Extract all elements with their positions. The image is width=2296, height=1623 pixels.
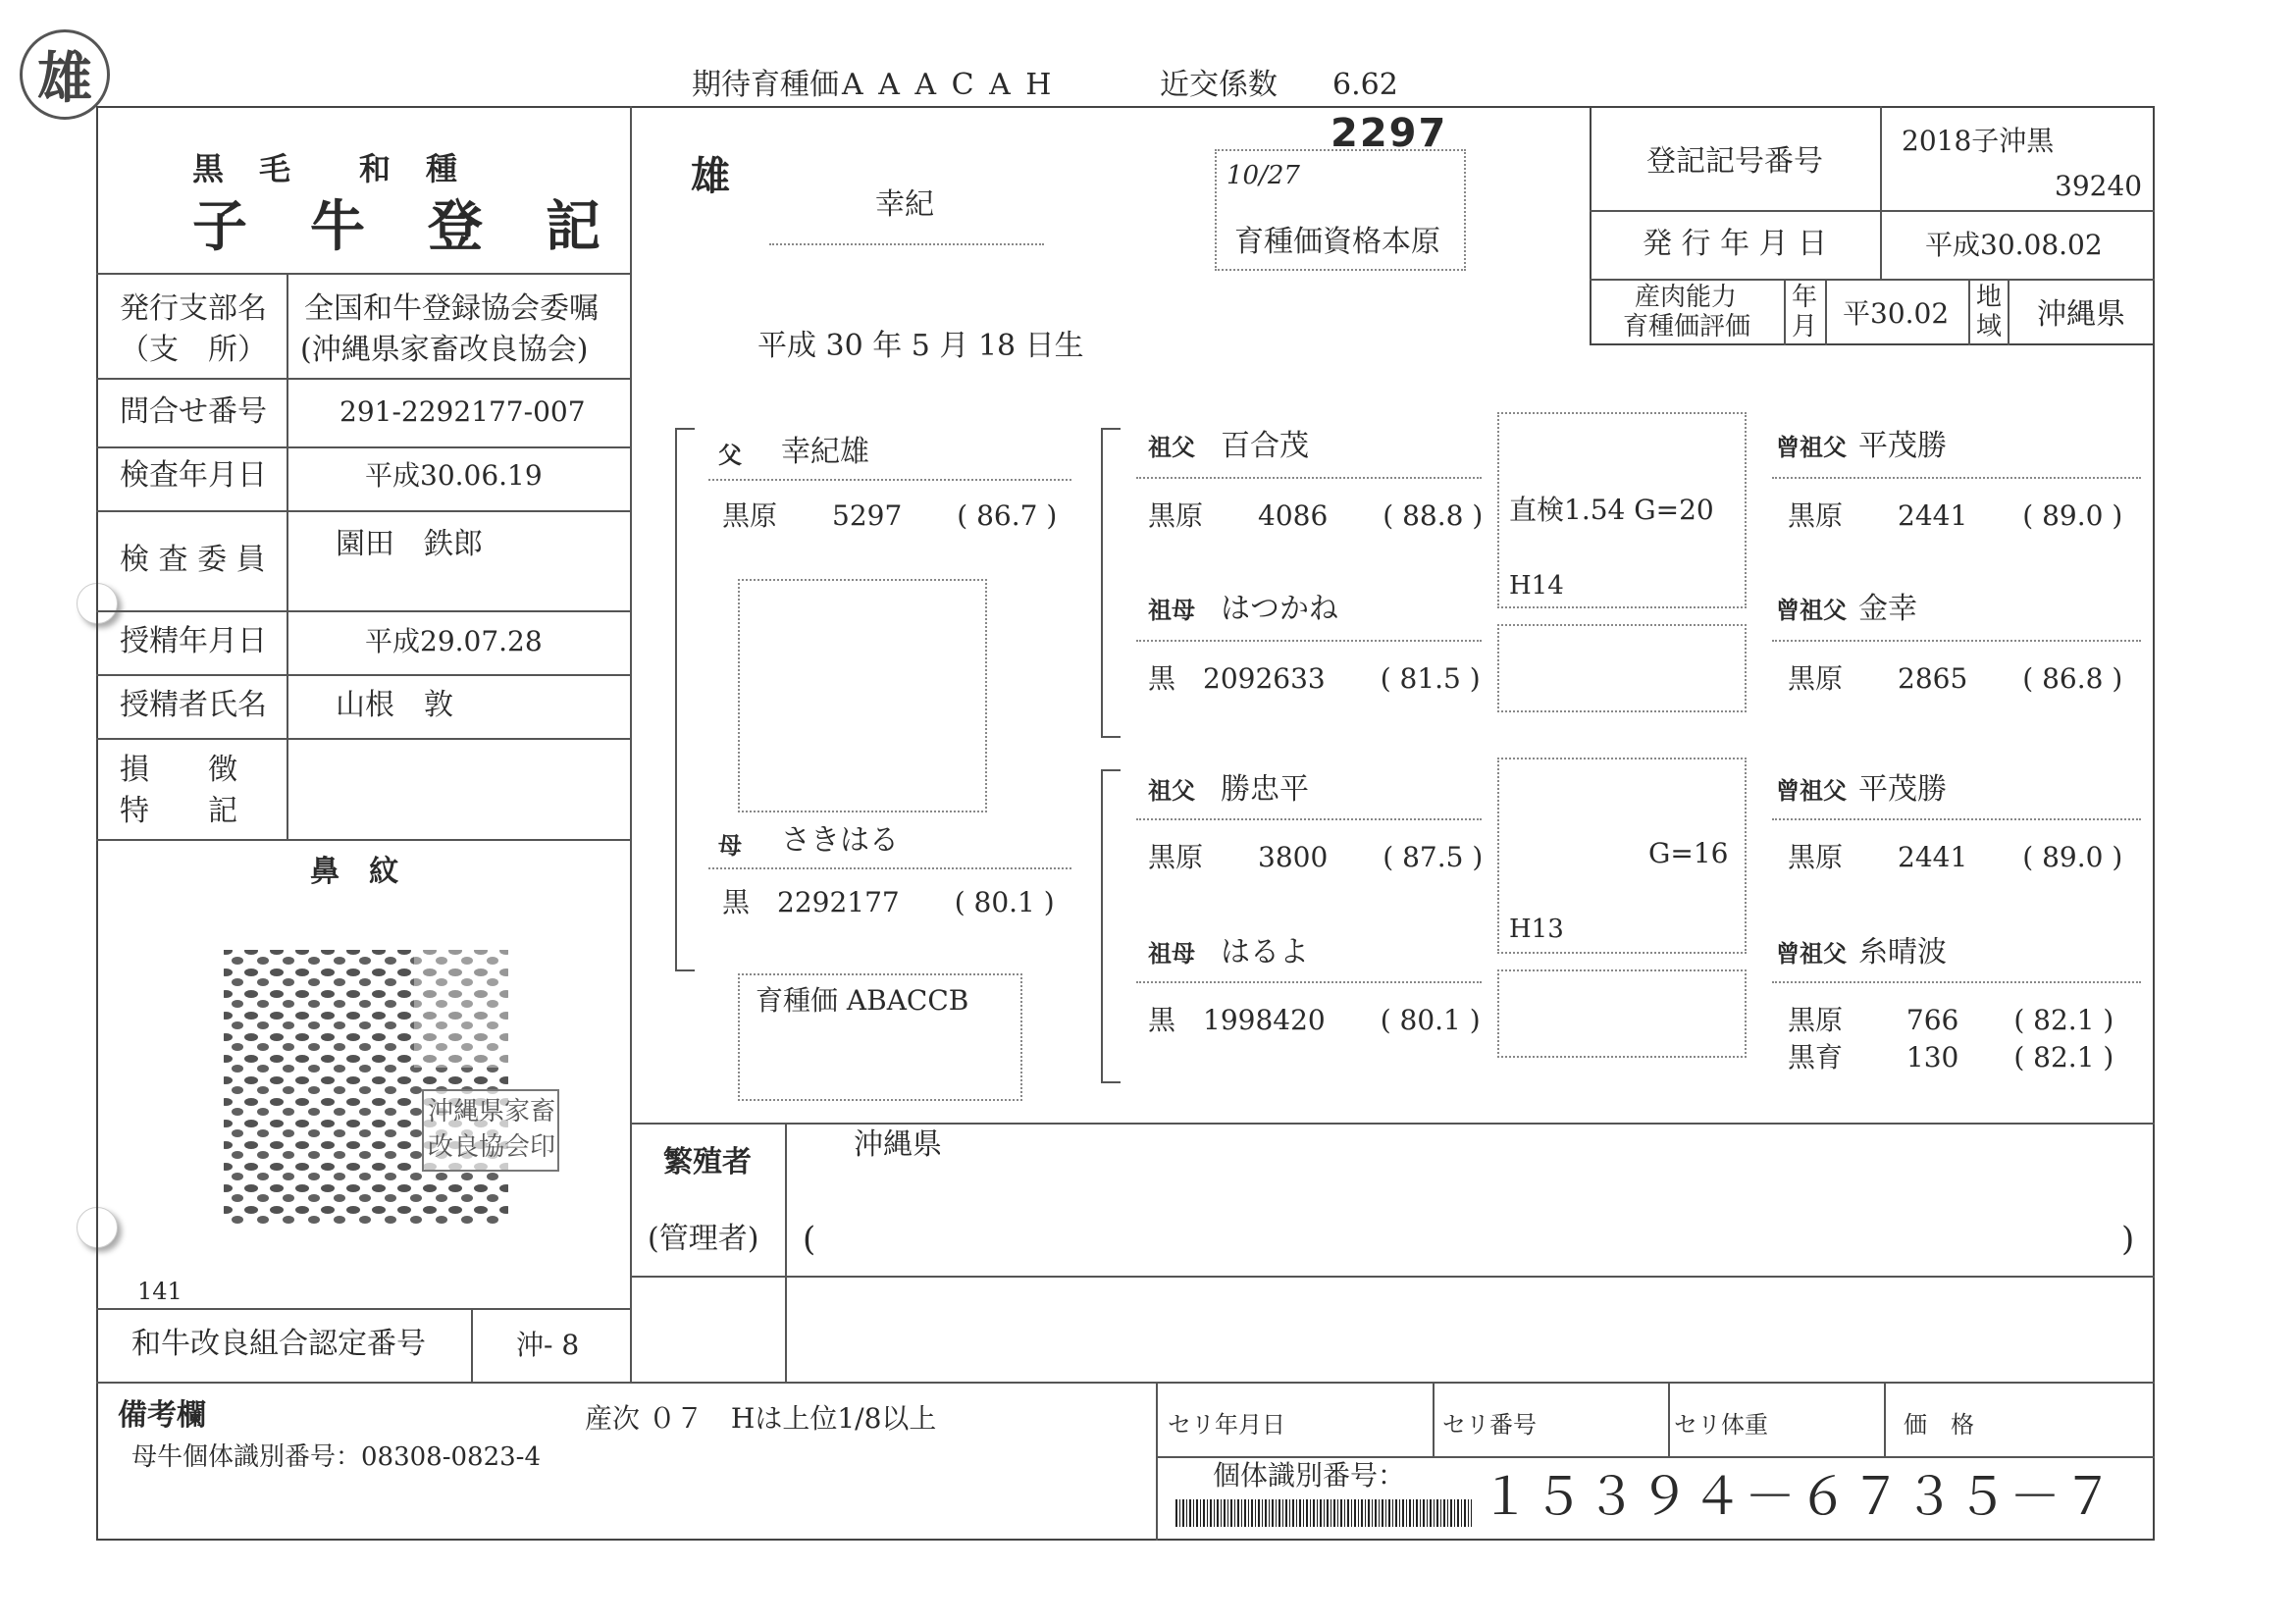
grandsire1-progeny-year: H14: [1509, 571, 1564, 601]
noseprint-label: 鼻 紋: [310, 855, 398, 889]
granddam1-progeny-box: [1497, 624, 1747, 712]
breeder-label: 繁殖者: [663, 1145, 752, 1179]
great-grandsire1-name: 平茂勝: [1858, 429, 1947, 463]
inspector-name: 園田 鉄郎: [336, 527, 483, 561]
document-title: 子 牛 登 記: [192, 195, 604, 259]
evaluation-date: 平30.02: [1843, 297, 1950, 330]
great-grandsire1-registration: 黒原 2441 ( 89.0 ): [1788, 499, 2123, 532]
inquiry-value: 291-2292177-007: [339, 395, 586, 428]
manager-paren-open: (: [803, 1220, 816, 1259]
granddam2-progeny-box: [1497, 969, 1747, 1058]
dam-breeding-value: 育種価 ABACCB: [756, 984, 969, 1017]
area-label-1: 地: [1976, 283, 2003, 312]
ym-label-2: 月: [1792, 312, 1818, 341]
individual-id-barcode: [1175, 1499, 1472, 1527]
granddam2-registration: 黒 1998420 ( 80.1 ): [1148, 1004, 1481, 1036]
auction-number-label: セリ番号: [1442, 1411, 1537, 1439]
great-grandsire2-role: 曾祖父: [1776, 597, 1847, 624]
great-grandsire4-registration-2: 黒育 130 ( 82.1 ): [1788, 1041, 2114, 1073]
calf-sex: 雄: [691, 154, 730, 199]
sire-registration: 黒原 5297 ( 86.7 ): [722, 499, 1058, 532]
great-grandsire3-role: 曾祖父: [1776, 777, 1847, 805]
evaluation-label-1: 産肉能力: [1635, 283, 1738, 312]
inquiry-label: 問合せ番号: [120, 394, 267, 429]
calf-name: 幸紀: [875, 187, 934, 222]
great-grandsire3-registration: 黒原 2441 ( 89.0 ): [1788, 841, 2123, 873]
grandsire2-registration: 黒原 3800 ( 87.5 ): [1148, 841, 1484, 873]
notes-label-sub: 特 記: [120, 794, 237, 828]
issue-date: 平成30.08.02: [1925, 229, 2103, 261]
grandsire2-progeny-year: H13: [1509, 915, 1564, 944]
breeder-value: 沖縄県: [854, 1127, 942, 1162]
granddam2-role: 祖母: [1148, 940, 1195, 968]
branch-label-sub: （支 所）: [120, 333, 267, 367]
inspector-label: 検 査 委 員: [120, 543, 266, 577]
association-seal: [422, 1089, 559, 1172]
grandsire1-progeny-stats: 直検1.54 G=20: [1509, 494, 1714, 526]
inbreeding-value: 6.62: [1332, 68, 1398, 102]
individual-id-value: １５３９４－６７３５－７: [1480, 1468, 2116, 1527]
great-grandsire4-name: 糸晴波: [1858, 935, 1947, 969]
grandsire1-name: 百合茂: [1221, 429, 1309, 463]
remarks-label: 備考欄: [118, 1398, 206, 1433]
dam-role: 母: [718, 832, 742, 860]
manager-label: (管理者): [648, 1222, 759, 1256]
granddam1-name: はつかね: [1221, 592, 1338, 626]
grandsire1-registration: 黒原 4086 ( 88.8 ): [1148, 499, 1484, 532]
expected-breeding-value: A A A C A H: [842, 68, 1055, 102]
dam-registration: 黒 2292177 ( 80.1 ): [722, 886, 1055, 918]
great-grandsire4-role: 曾祖父: [1776, 940, 1847, 968]
sire-name: 幸紀雄: [781, 435, 869, 469]
individual-id-label: 個体識別番号：: [1213, 1459, 1406, 1492]
calf-birth-date: 平成 30 年 5 月 18 日生: [757, 329, 1084, 363]
dam-name: さきはる: [781, 823, 899, 858]
area-value: 沖縄県: [2037, 297, 2125, 332]
auction-price-label: 価 格: [1904, 1411, 1974, 1439]
auction-weight-label: セリ体重: [1674, 1411, 1768, 1439]
grandsire2-name: 勝忠平: [1221, 772, 1309, 807]
registration-number-line1: 2018子沖黒: [1902, 125, 2055, 157]
manager-paren-close: ): [2121, 1220, 2135, 1259]
sire-role: 父: [718, 442, 742, 469]
great-grandsire2-name: 金幸: [1858, 592, 1917, 626]
great-grandsire4-registration: 黒原 766 ( 82.1 ): [1788, 1004, 2114, 1036]
area-label-2: 域: [1976, 312, 2003, 341]
branch-label: 発行支部名: [120, 291, 267, 326]
insemination-date: 平成29.07.28: [365, 625, 543, 657]
notes-label: 損 徴: [120, 753, 237, 787]
insemination-date-label: 授精年月日: [120, 624, 267, 658]
mother-id: 母牛個体識別番号：08308-0823-4: [131, 1442, 541, 1472]
parity-note: 産次 ０７ Hは上位1/8以上: [585, 1402, 937, 1435]
branch-value: 全国和牛登録協会委嘱: [304, 291, 599, 326]
seal-text-1: 沖縄県家畜: [428, 1097, 556, 1126]
great-grandsire2-registration: 黒原 2865 ( 86.8 ): [1788, 662, 2123, 695]
registration-number-label: 登記記号番号: [1646, 144, 1823, 179]
inspection-date: 平成30.06.19: [365, 459, 543, 492]
registration-number-line2: 39240: [2055, 170, 2143, 202]
inseminator-label: 授精者氏名: [120, 688, 267, 722]
great-grandsire1-role: 曾祖父: [1776, 434, 1847, 461]
granddam1-role: 祖母: [1148, 597, 1195, 624]
great-grandsire3-name: 平茂勝: [1858, 772, 1947, 807]
grandsire2-progeny-stats: G=16: [1648, 837, 1729, 869]
expected-breeding-value-label: 期待育種価: [692, 68, 839, 102]
noseprint-number: 141: [137, 1278, 183, 1305]
handwritten-number: 2297: [1331, 111, 1448, 156]
granddam1-registration: 黒 2092633 ( 81.5 ): [1148, 662, 1481, 695]
handwritten-date: 10/27: [1226, 161, 1300, 190]
inspection-date-label: 検査年月日: [120, 458, 267, 493]
inseminator-name: 山根 敦: [336, 688, 453, 722]
grandsire2-role: 祖父: [1148, 777, 1195, 805]
inbreeding-label: 近交係数: [1160, 68, 1278, 102]
union-label: 和牛改良組合認定番号: [131, 1327, 426, 1361]
granddam2-name: はるよ: [1221, 935, 1309, 969]
male-stamp-text: 雄: [37, 47, 92, 111]
branch-value-sub: (沖縄県家畜改良協会): [300, 333, 589, 367]
sire-photo-box: [738, 579, 987, 812]
breed-title: 黒 毛 和 種: [192, 150, 460, 187]
breeding-qualification-label: 育種価資格本原: [1234, 225, 1440, 259]
evaluation-label-2: 育種価評価: [1623, 312, 1751, 341]
issue-date-label: 発 行 年 月 日: [1643, 227, 1828, 261]
grandsire1-role: 祖父: [1148, 434, 1195, 461]
seal-text-2: 改良協会印: [428, 1132, 556, 1162]
union-value: 沖- 8: [516, 1329, 580, 1361]
auction-date-label: セリ年月日: [1168, 1411, 1285, 1439]
ym-label-1: 年: [1792, 283, 1818, 312]
